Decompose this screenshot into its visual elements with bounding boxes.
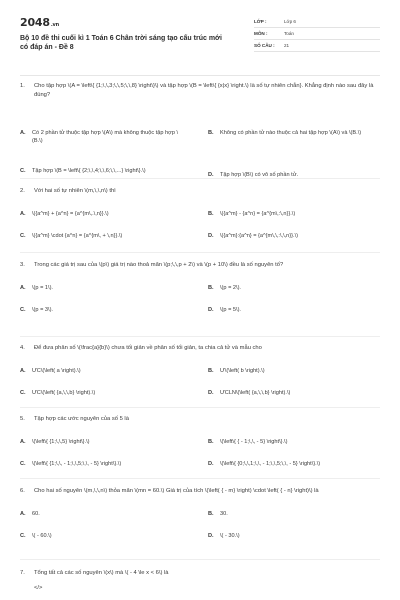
question-text: Cho hai số nguyên \(m,\,\,n\) thỏa mãn \(mn = 60.\) Giá trị của tích \(\left( { - m} \right) \cdot \left( { - n} \right)\) là xyxy=(34,488,319,494)
question-divider xyxy=(20,407,380,408)
option-text: ƯC\(\left( a \right).\) xyxy=(32,367,81,374)
options xyxy=(20,99,380,178)
site-logo[interactable]: 2048.vn xyxy=(20,16,59,29)
document-title: Bộ 10 đề thi cuối kì 1 Toán 6 Chân trời sáng tạo cấu trúc mới có đáp án - Đề 8 xyxy=(20,35,222,51)
option-b[interactable] xyxy=(208,284,368,292)
question-divider xyxy=(20,336,380,337)
meta-value: Lớp 6 xyxy=(284,19,296,24)
question-text: Tổng tất cả các số nguyên \(x\) mà \( - 4 \le x < 6\) là xyxy=(34,570,169,576)
question-stem xyxy=(20,415,380,424)
question-number: 3. xyxy=(20,262,25,268)
meta-value: Toán xyxy=(284,31,294,36)
option-a[interactable] xyxy=(20,367,180,375)
option-d[interactable] xyxy=(208,460,380,468)
question-number: 7. xyxy=(20,570,25,576)
question-stem xyxy=(20,187,380,196)
option-text: \(\left\{ {0;\,\,1;\,\, - 1;\,\,5;\,\, - 5} \right\}.\) xyxy=(220,460,321,467)
option-label: D. xyxy=(208,232,214,239)
option-label: A. xyxy=(20,210,26,217)
question-divider xyxy=(20,559,380,560)
trailer-text: </> xyxy=(34,584,43,591)
question-text: Cho tập hợp \(A = \left\{ {1;\,\,3;\,\,5;\,\,8} \right\}\) và tập hợp \(B = \left\{ {x|x} \right.\) là số tự nhiên chẵn}. Khẳng định nào sau đây là đúng? xyxy=(34,83,374,98)
option-label: A. xyxy=(20,510,26,517)
option-text: \({a^m} - {a^n} = {a^{m\,:\,n}}.\) xyxy=(220,210,296,217)
question-divider xyxy=(20,252,380,253)
question-number: 2. xyxy=(20,188,25,194)
option-label: C. xyxy=(20,306,26,313)
option-d[interactable] xyxy=(208,232,380,240)
page-header xyxy=(20,14,380,70)
option-text: \({a^m} + {a^n} = {a^{m\,.\,n}}.\) xyxy=(32,210,109,217)
question-1 xyxy=(20,82,380,178)
option-text: 30. xyxy=(220,510,228,517)
question-stem xyxy=(20,487,380,496)
meta-row-grade xyxy=(254,16,380,28)
option-text: \({a^m}:{a^n} = {a^{m\,\,:\,\,n}}.\) xyxy=(220,232,298,239)
option-c[interactable] xyxy=(20,232,200,240)
option-text: ƯC\(\left( {a,\,\,b} \right).\) xyxy=(32,389,96,396)
option-label: C. xyxy=(20,232,26,239)
question-text: Trong các giá trị sau của \(p\) giá trị nào thoả mãn \(p;\,\,p + 2\) và \(p + 10\) đều là số nguyên tố? xyxy=(34,262,284,268)
question-7 xyxy=(20,569,380,592)
option-text: \(p = 3\). xyxy=(32,306,53,313)
option-text: Ư\(\left( b \right).\) xyxy=(220,367,265,374)
option-label: B. xyxy=(208,130,214,136)
option-a[interactable] xyxy=(20,284,180,292)
option-c[interactable] xyxy=(20,460,204,468)
option-text: \({a^m} \cdot {a^n} = {a^{m\, + \,n}}.\) xyxy=(32,232,123,239)
option-label: B. xyxy=(208,284,214,291)
meta-value: 21 xyxy=(284,43,290,48)
option-b[interactable] xyxy=(208,510,368,518)
question-number: 6. xyxy=(20,488,25,494)
option-label: B. xyxy=(208,510,214,517)
option-label: D. xyxy=(208,172,214,178)
option-text: ƯCLN\(\left( {a,\,\,b} \right).\) xyxy=(220,389,291,396)
question-3 xyxy=(20,261,380,313)
question-stem xyxy=(20,82,380,99)
option-text: \( - 60.\) xyxy=(32,532,52,539)
option-d[interactable] xyxy=(208,306,368,314)
meta-row-count xyxy=(254,40,380,52)
question-6 xyxy=(20,487,380,539)
option-label: A. xyxy=(20,130,26,136)
header-divider xyxy=(20,75,380,76)
option-d[interactable] xyxy=(208,389,380,397)
question-divider xyxy=(20,178,380,179)
meta-table xyxy=(254,16,380,52)
option-label: D. xyxy=(208,532,214,539)
question-number: 1. xyxy=(20,83,25,89)
option-c[interactable] xyxy=(20,306,180,314)
option-text: Tập hợp \(B = \left\{ {2;\,\,4;\,\,6;\,\,...} \right\}.\) xyxy=(32,168,146,174)
option-label: C. xyxy=(20,532,26,539)
option-text: \(p = 5\). xyxy=(220,306,241,313)
option-text: \(\left\{ { - 1;\,\, - 5} \right\}.\) xyxy=(220,438,288,445)
question-2 xyxy=(20,187,380,239)
option-c[interactable] xyxy=(20,167,180,175)
question-stem xyxy=(20,569,380,578)
option-label: B. xyxy=(208,438,214,445)
option-text: Có 2 phần tử thuộc tập hợp \(A\) mà không thuộc tập hợp \(B.\) xyxy=(32,130,179,144)
option-text: \(p = 2\). xyxy=(220,284,241,291)
option-b[interactable] xyxy=(208,129,368,137)
option-label: B. xyxy=(208,367,214,374)
option-label: D. xyxy=(208,460,214,467)
option-text: \(\left\{ {1;\,\, - 1;\,\,5;\,\, - 5} \right\}.\) xyxy=(32,460,122,467)
option-label: C. xyxy=(20,460,26,467)
option-text: Tập hợp \(B\) có vô số phần tử. xyxy=(220,172,298,178)
option-label: D. xyxy=(208,306,214,313)
option-label: C. xyxy=(20,389,26,396)
option-text: \(\left\{ {1;\,\,5} \right\}.\) xyxy=(32,438,90,445)
option-label: C. xyxy=(20,168,26,174)
option-text: \( - 30.\) xyxy=(220,532,240,539)
question-stem xyxy=(20,261,380,270)
question-text: Để đưa phân số \(\frac{a}{b}\) chưa tối giản về phân số tối giản, ta chia cả tử và mẫu cho xyxy=(34,345,262,351)
question-4 xyxy=(20,344,380,396)
option-a[interactable] xyxy=(20,210,200,218)
option-text: \(p = 1\). xyxy=(32,284,53,291)
option-text: 60. xyxy=(32,510,40,517)
meta-key: MÔN : xyxy=(254,31,268,36)
question-stem xyxy=(20,344,380,353)
option-label: B. xyxy=(208,210,214,217)
question-text: Với hai số tự nhiên \(m,\,\,n\) thì xyxy=(34,188,116,194)
option-label: A. xyxy=(20,284,26,291)
option-d[interactable] xyxy=(208,532,368,540)
question-trailer xyxy=(20,584,380,593)
option-label: D. xyxy=(208,389,214,396)
option-text: Không có phần tử nào thuộc cả hai tập hợp \(A\) và \(B.\) xyxy=(220,130,362,136)
question-divider xyxy=(20,478,380,479)
option-label: A. xyxy=(20,438,26,445)
meta-key: LỚP : xyxy=(254,19,267,24)
question-number: 5. xyxy=(20,416,25,422)
option-b[interactable] xyxy=(208,438,380,446)
question-5 xyxy=(20,415,380,467)
option-label: A. xyxy=(20,367,26,374)
question-number: 4. xyxy=(20,345,25,351)
option-c[interactable] xyxy=(20,389,180,397)
option-c[interactable] xyxy=(20,532,180,540)
option-b[interactable] xyxy=(208,367,368,375)
meta-key: SỐ CÂU : xyxy=(254,43,275,48)
option-b[interactable] xyxy=(208,210,380,218)
option-a[interactable] xyxy=(20,129,180,145)
option-a[interactable] xyxy=(20,510,180,518)
meta-row-subject xyxy=(254,28,380,40)
option-a[interactable] xyxy=(20,438,200,446)
question-text: Tập hợp các ước nguyên của số 5 là xyxy=(34,416,129,422)
